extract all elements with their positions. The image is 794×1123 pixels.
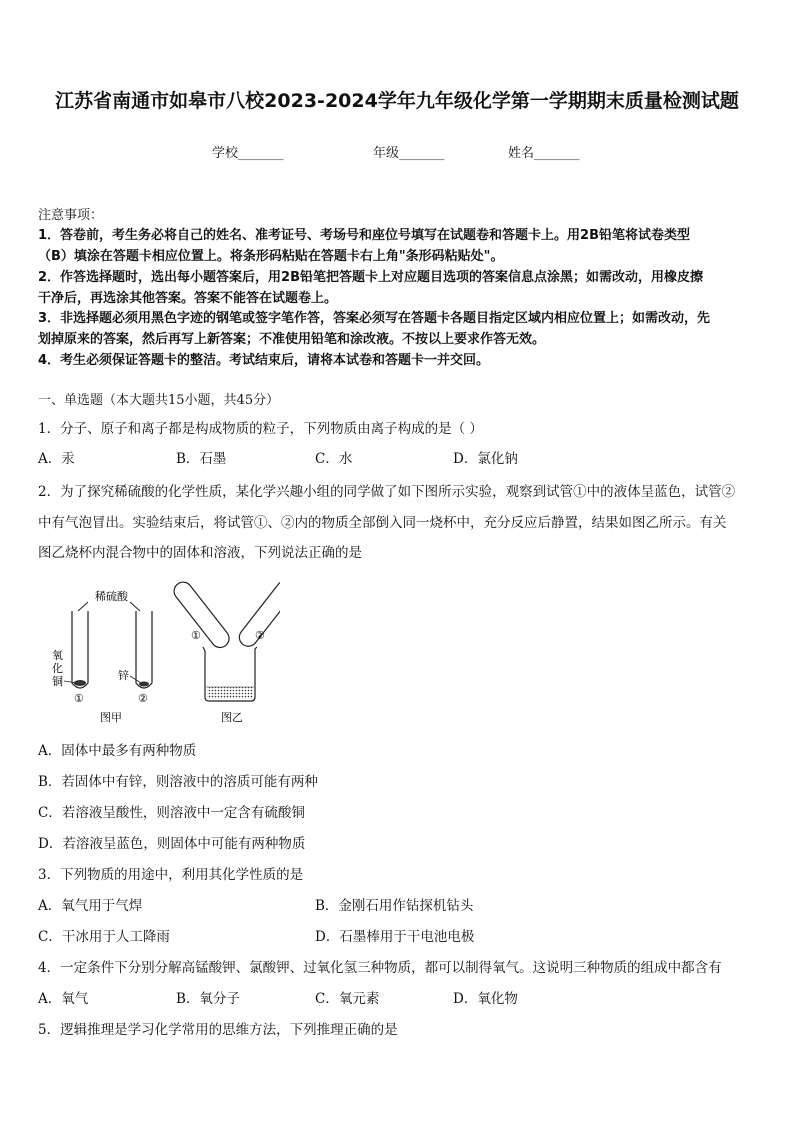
notice-heading: 注意事项： [38, 208, 104, 223]
test-tube-2 [136, 611, 152, 688]
zn-label: 锌 [118, 669, 129, 682]
beaker-tube-2-label: ② [255, 629, 265, 642]
q4-stem: 4．一定条件下分别分解高锰酸钾、氯酸钾、过氧化氢三种物质，都可以制得氧气。这说明三种物质的组成中都含有 [38, 960, 722, 976]
tilted-tube-1 [170, 579, 232, 652]
q4-option-d[interactable]: D．氧化物 [453, 991, 518, 1007]
q2-stem-line-2: 中有气泡冒出。实验结束后，将试管①、②内的物质全部倒入同一烧杯中，充分反应后静置，结果如图乙所示。有关 [38, 515, 727, 531]
notice-line-6: 划掉原来的答案，然后再写上新答案；不准使用铅笔和涂改液。不按以上要求作答无效。 [38, 332, 546, 347]
notice-line-5: 3．非选择题必须用黑色字迹的钢笔或签字笔作答，答案必须写在答题卡各题目指定区域内相应位置上；如需改动，先 [38, 311, 711, 326]
q1-option-d[interactable]: D．氯化钠 [453, 451, 518, 467]
tube-1-label: ① [74, 692, 84, 705]
q3-option-c[interactable]: C．干冰用于人工降雨 [38, 929, 170, 945]
q4-option-a[interactable]: A．氧气 [38, 991, 89, 1007]
notice-line-2: （B）填涂在答题卡相应位置上。将条形码粘贴在答题卡右上角"条形码粘贴处"。 [38, 249, 504, 264]
q4-option-b[interactable]: B．氧分子 [176, 991, 240, 1007]
q1-stem: 1．分子、原子和离子都是构成物质的粒子，下列物质由离子构成的是（ ） [38, 421, 483, 437]
q2-figure [40, 575, 280, 725]
notice-line-1: 1．答卷前，考生务必将自己的姓名、准考证号、考场号和座位号填写在试题卷和答题卡上。用2B铅笔将试卷类型 [38, 228, 691, 243]
section-heading: 一、单选题（本大题共15小题，共45分） [38, 393, 280, 408]
fig-a-label: 图甲 [100, 711, 122, 724]
q3-option-b[interactable]: B．金刚石用作钻探机钻头 [315, 898, 474, 914]
test-tube-1 [72, 611, 88, 688]
q3-option-d[interactable]: D．石墨棒用于干电池电极 [315, 929, 475, 945]
q3-option-a[interactable]: A．氧气用于气焊 [38, 898, 143, 914]
q3-stem: 3．下列物质的用途中，利用其化学性质的是 [38, 867, 304, 883]
exam-title: 江苏省南通市如皋市八校2023-2024学年九年级化学第一学期期末质量检测试题 [55, 90, 739, 112]
q1-option-c[interactable]: C．水 [315, 451, 353, 467]
q1-option-b[interactable]: B．石墨 [176, 451, 227, 467]
cuo-label-1: 氧 [52, 649, 63, 662]
acid-label: 稀硫酸 [95, 590, 128, 603]
tube-2-label: ② [138, 692, 148, 705]
q4-option-c[interactable]: C．氧元素 [315, 991, 380, 1007]
fig-b-label: 图乙 [221, 711, 243, 724]
beaker-tube-1-label: ① [191, 629, 201, 642]
q2-option-b[interactable]: B．若固体中有锌，则溶液中的溶质可能有两种 [38, 774, 318, 790]
notice-line-3: 2．作答选择题时，选出每小题答案后，用2B铅笔把答题卡上对应题目选项的答案信息点涂黑；如需改动，用橡皮擦 [38, 270, 704, 285]
name-field[interactable]: 姓名_______ [508, 146, 580, 161]
grade-field[interactable]: 年级_______ [373, 146, 445, 161]
q2-option-a[interactable]: A．固体中最多有两种物质 [38, 743, 197, 759]
notice-line-7: 4．考生必须保证答题卡的整洁。考试结束后，请将本试卷和答题卡一并交回。 [38, 353, 490, 368]
cuo-label-2: 化 [52, 662, 63, 675]
q1-option-a[interactable]: A．汞 [38, 451, 75, 467]
q2-option-c[interactable]: C．若溶液呈酸性，则溶液中一定含有硫酸铜 [38, 805, 305, 821]
q2-stem-line-3: 图乙烧杯内混合物中的固体和溶液，下列说法正确的是 [38, 545, 362, 561]
cuo-label-3: 铜 [52, 675, 63, 688]
school-field[interactable]: 学校_______ [212, 146, 284, 161]
notice-line-4: 干净后，再选涂其他答案。答案不能答在试题卷上。 [38, 291, 338, 306]
q2-option-d[interactable]: D．若溶液呈蓝色，则固体中可能有两种物质 [38, 836, 306, 852]
q5-stem: 5．逻辑推理是学习化学常用的思维方法，下列推理正确的是 [38, 1022, 398, 1038]
q2-stem-line-1: 2．为了探究稀硫酸的化学性质，某化学兴趣小组的同学做了如下图所示实验，观察到试管①中的液体呈蓝色，试管② [38, 484, 736, 500]
